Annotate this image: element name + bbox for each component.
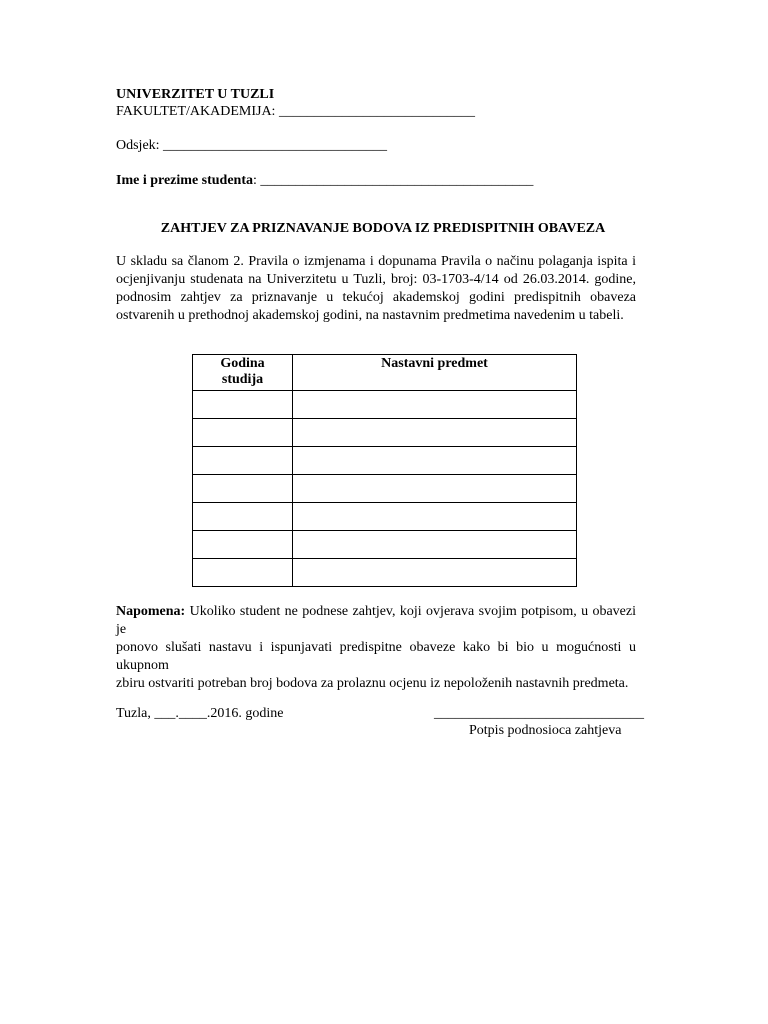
subjects-table [192,354,577,587]
form-title: ZAHTJEV ZA PRIZNAVANJE BODOVA IZ PREDISPITNIH OBAVEZA [160,221,606,236]
subject-cell[interactable] [293,447,577,475]
note-label: Napomena: [116,604,186,619]
table-row [193,391,577,419]
year-cell[interactable] [193,419,293,447]
note-paragraph [116,603,636,693]
table-row [193,419,577,447]
year-cell[interactable] [193,503,293,531]
student-name-label: Ime i prezime studenta [116,173,253,188]
subject-cell[interactable] [293,503,577,531]
subject-cell[interactable] [293,475,577,503]
note-line: Napomena: Ukoliko student ne podnese zahtjev, koji ovjerava svojim potpisom, u obavezi je [116,604,636,637]
faculty-field: FAKULTET/AKADEMIJA: ____________________________ [116,104,475,119]
subject-cell[interactable] [293,391,577,419]
student-name-blank: : _______________________________________ [253,173,534,188]
subject-cell[interactable] [293,559,577,587]
department-field: Odsjek: ________________________________ [116,138,388,153]
subject-cell[interactable] [293,419,577,447]
table-row [193,475,577,503]
column-header-year: Godina studija [193,355,293,391]
intro-line: U skladu sa članom 2. Pravila o izmjenama i dopunama Pravila o načinu polaganja ispita i [116,254,636,269]
note-line: zbiru ostvariti potreban broj bodova za prolaznu ocjenu iz nepoloženih nastavnih predmeta. [116,676,629,691]
signature-label: Potpis podnosioca zahtjeva [469,723,622,738]
university-name: UNIVERZITET U TUZLI [116,87,275,102]
year-cell[interactable] [193,447,293,475]
note-line: ponovo slušati nastavu i ispunjavati predispitne obaveze kako bi bio u mogućnosti u ukupnom [116,640,636,673]
column-header-subject: Nastavni predmet [293,355,577,391]
table-header-row [193,355,577,391]
table-row [193,503,577,531]
student-name-field [116,172,533,189]
place-date-field: Tuzla, ___.____.2016. godine [116,706,284,721]
year-cell[interactable] [193,559,293,587]
intro-line: ostvarenih u prethodnoj akademskoj godini, na nastavnim predmetima navedenim u tabeli. [116,308,624,323]
intro-line: ocjenjivanju studenata na Univerzitetu u Tuzli, broj: 03-1703-4/14 od 26.03.2014. godine, [116,272,636,287]
year-cell[interactable] [193,531,293,559]
signature-line: ______________________________ [434,706,644,721]
table-row [193,559,577,587]
intro-paragraph [116,253,636,325]
table-row [193,447,577,475]
year-cell[interactable] [193,391,293,419]
intro-line: podnosim zahtjev za priznavanje u tekućoj akademskoj godini predispitnih obaveza [116,290,636,305]
table-row [193,531,577,559]
year-cell[interactable] [193,475,293,503]
table-body [193,391,577,587]
subject-cell[interactable] [293,531,577,559]
